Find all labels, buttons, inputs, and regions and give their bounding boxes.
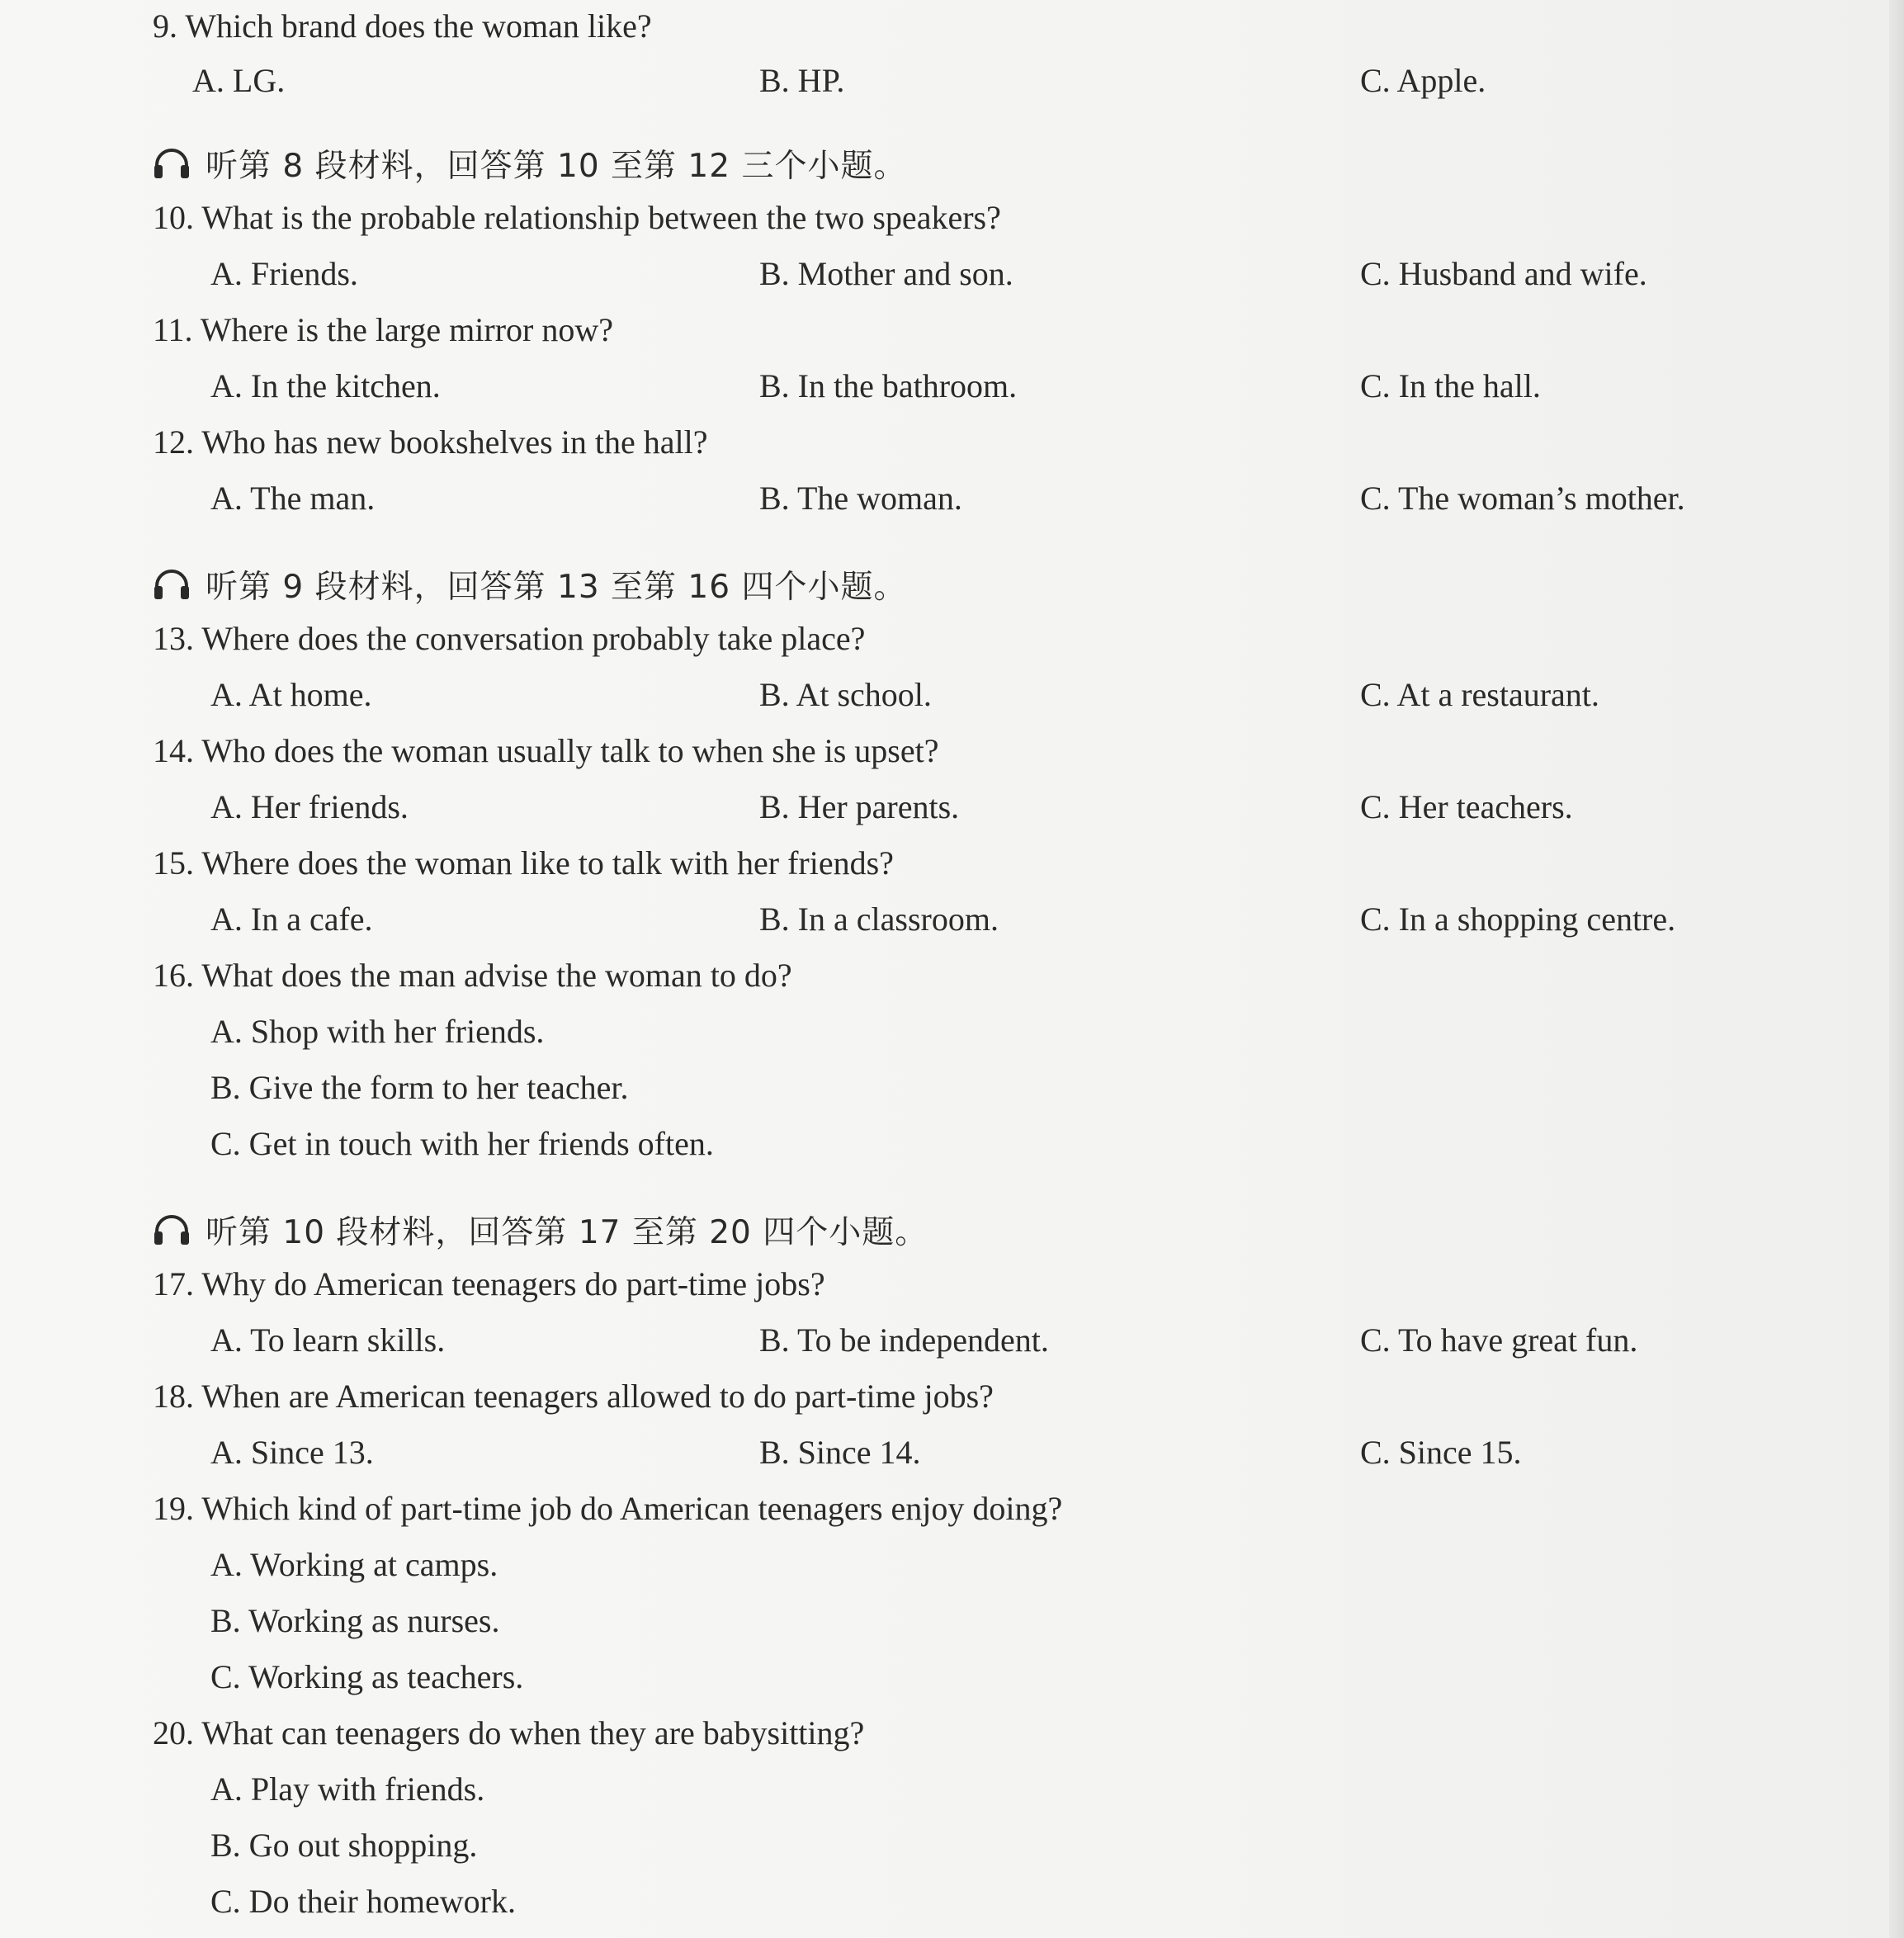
question-15 — [153, 835, 1836, 891]
listening-questions — [153, 0, 1836, 1930]
options-10 — [153, 246, 1836, 302]
option-b: B. The woman. — [759, 480, 962, 517]
question-10 — [153, 190, 1836, 246]
option-c: C. Get in touch with her friends often. — [210, 1125, 714, 1162]
option-b: B. Her parents. — [759, 788, 960, 825]
question-9 — [153, 0, 1836, 53]
question-number: 12. — [153, 423, 194, 461]
headphone-icon — [153, 568, 191, 601]
options-14 — [153, 779, 1836, 835]
question-number: 11. — [153, 311, 193, 348]
options-17 — [153, 1312, 1836, 1368]
option-a: A. Working at camps. — [210, 1546, 498, 1583]
options-13 — [153, 667, 1836, 723]
section-heading-text: 听第 10 段材料，回答第 17 至第 20 四个小题。 — [206, 1214, 928, 1251]
option-b: B. In a classroom. — [759, 900, 999, 938]
question-20 — [153, 1705, 1836, 1761]
question-text: Which brand does the woman like? — [185, 7, 652, 45]
question-14 — [153, 723, 1836, 779]
option-b: B. To be independent. — [759, 1321, 1049, 1359]
option-c: C. Apple. — [1360, 62, 1486, 99]
question-18 — [153, 1368, 1836, 1425]
question-text: Where does the woman like to talk with her friends? — [201, 844, 894, 882]
option-b: B. HP. — [759, 62, 845, 99]
question-number: 20. — [153, 1714, 194, 1751]
section-heading — [153, 558, 1836, 611]
section-2 — [153, 558, 1836, 1172]
section-heading — [153, 1203, 1836, 1256]
question-number: 10. — [153, 199, 194, 236]
question-text: Who has new bookshelves in the hall? — [201, 423, 708, 461]
option-b: B. Give the form to her teacher. — [210, 1069, 629, 1106]
question-number: 18. — [153, 1378, 194, 1415]
option-b: B. Since 14. — [759, 1434, 921, 1471]
option-a: A. The man. — [210, 480, 376, 517]
options-15 — [153, 891, 1836, 948]
option-a: A. Her friends. — [210, 788, 409, 825]
question-number: 16. — [153, 957, 194, 994]
options-12 — [153, 470, 1836, 527]
question-19 — [153, 1481, 1836, 1537]
question-text: Where is the large mirror now? — [200, 311, 613, 348]
option-a: A. Play with friends. — [210, 1770, 485, 1808]
section-0 — [153, 0, 1836, 109]
option-a: A. LG. — [192, 62, 286, 99]
options-11 — [153, 358, 1836, 414]
section-heading-text: 听第 9 段材料，回答第 13 至第 16 四个小题。 — [206, 569, 907, 606]
option-c: C. Husband and wife. — [1360, 255, 1647, 292]
option-c: C. At a restaurant. — [1360, 676, 1599, 713]
option-c: C. Working as teachers. — [210, 1658, 524, 1695]
question-text: When are American teenagers allowed to do part-time jobs? — [201, 1378, 994, 1415]
headphone-icon — [153, 147, 191, 180]
option-a: A. Friends. — [210, 255, 358, 292]
option-a: A. Shop with her friends. — [210, 1013, 545, 1050]
question-text: Which kind of part-time job do American teenagers enjoy doing? — [201, 1490, 1063, 1527]
question-number: 17. — [153, 1265, 194, 1302]
question-text: Where does the conversation probably take place? — [201, 620, 866, 657]
option-b: B. Working as nurses. — [210, 1602, 500, 1639]
option-a: A. Since 13. — [210, 1434, 374, 1471]
question-number: 14. — [153, 732, 194, 769]
question-text: Who does the woman usually talk to when she is upset? — [201, 732, 939, 769]
option-c: C. In a shopping centre. — [1360, 900, 1676, 938]
option-a: A. At home. — [210, 676, 372, 713]
option-c: C. The woman’s mother. — [1360, 480, 1685, 517]
question-number: 19. — [153, 1490, 194, 1527]
option-c: C. Her teachers. — [1360, 788, 1573, 825]
section-3 — [153, 1203, 1836, 1930]
question-13 — [153, 611, 1836, 667]
question-text: What is the probable relationship between the two speakers? — [201, 199, 1001, 236]
option-c: C. To have great fun. — [1360, 1321, 1638, 1359]
option-b: B. Mother and son. — [759, 255, 1013, 292]
section-1 — [153, 137, 1836, 527]
option-a: A. In the kitchen. — [210, 367, 441, 404]
option-a: A. To learn skills. — [210, 1321, 446, 1359]
option-c: C. Since 15. — [1360, 1434, 1522, 1471]
question-number: 13. — [153, 620, 194, 657]
question-text: What can teenagers do when they are babysitting? — [201, 1714, 865, 1751]
headphone-icon — [153, 1213, 191, 1246]
option-c: C. Do their homework. — [210, 1883, 516, 1920]
option-b: B. Go out shopping. — [210, 1827, 478, 1864]
section-heading — [153, 137, 1836, 190]
options-9 — [153, 53, 1836, 109]
option-a: A. In a cafe. — [210, 900, 373, 938]
option-b: B. At school. — [759, 676, 932, 713]
section-heading-text: 听第 8 段材料，回答第 10 至第 12 三个小题。 — [206, 148, 907, 185]
question-number: 15. — [153, 844, 194, 882]
question-text: Why do American teenagers do part-time jobs? — [201, 1265, 825, 1302]
question-text: What does the man advise the woman to do? — [201, 957, 792, 994]
options-18 — [153, 1425, 1836, 1481]
page-edge — [1889, 0, 1904, 1938]
option-b: B. In the bathroom. — [759, 367, 1018, 404]
question-12 — [153, 414, 1836, 470]
question-number: 9. — [153, 7, 177, 45]
option-c: C. In the hall. — [1360, 367, 1541, 404]
question-17 — [153, 1256, 1836, 1312]
question-11 — [153, 302, 1836, 358]
question-16 — [153, 948, 1836, 1004]
